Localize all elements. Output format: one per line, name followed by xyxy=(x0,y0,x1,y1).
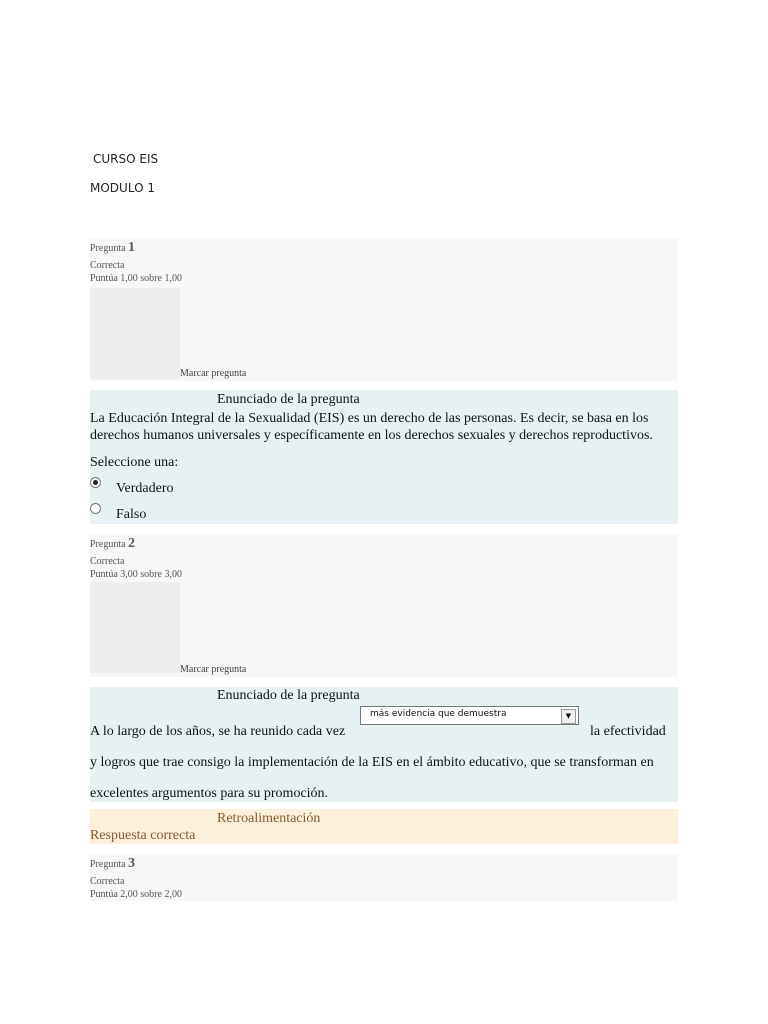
chevron-down-icon[interactable]: ▼ xyxy=(561,709,576,724)
feedback-heading: Retroalimentación xyxy=(217,811,321,826)
question-3-info xyxy=(90,854,678,901)
flag-question-2[interactable]: Marcar pregunta xyxy=(180,664,247,675)
question-2-info xyxy=(90,534,678,677)
question-1-score: Puntúa 1,00 sobre 1,00 xyxy=(90,273,182,284)
radio-falso[interactable] xyxy=(90,503,101,514)
question-3-score: Puntúa 2,00 sobre 2,00 xyxy=(90,889,182,900)
option-falso-label: Falso xyxy=(116,507,147,522)
question-2-line-1 xyxy=(90,723,678,740)
question-2-line-3: excelentes argumentos para su promoción. xyxy=(90,786,329,801)
question-1-content xyxy=(90,390,678,524)
question-2-line-2: y logros que trae consigo la implementación de la EIS en el ámbito educativo, que se transforman en xyxy=(90,755,654,770)
question-2-number xyxy=(90,537,135,551)
course-title: CURSO EIS xyxy=(93,152,159,166)
question-label: Pregunta xyxy=(90,539,126,550)
question-1-text: La Educación Integral de la Sexualidad (EIS) es un derecho de las personas. Es decir, se basa en los derechos humanos universales y específicamente en los derechos sexuales y derechos reproductivos. xyxy=(90,411,653,443)
flag-question-1[interactable]: Marcar pregunta xyxy=(180,368,247,379)
question-1-prompt: Seleccione una: xyxy=(90,455,179,470)
question-label: Pregunta xyxy=(90,859,126,870)
option-falso[interactable] xyxy=(90,502,147,522)
module-title: MODULO 1 xyxy=(90,181,155,195)
option-verdadero-label: Verdadero xyxy=(116,481,174,496)
question-number: 1 xyxy=(128,240,136,255)
question-2-heading: Enunciado de la pregunta xyxy=(217,688,360,703)
option-verdadero[interactable] xyxy=(90,476,174,496)
question-number: 2 xyxy=(128,536,136,551)
question-1-number xyxy=(90,241,135,255)
feedback-panel xyxy=(90,809,678,844)
question-1-heading: Enunciado de la pregunta xyxy=(217,392,360,407)
question-1-info xyxy=(90,238,678,381)
flag-box xyxy=(90,582,180,673)
answer-select-value: más evidencia que demuestra xyxy=(370,709,507,719)
question-number: 3 xyxy=(128,856,136,871)
question-3-number xyxy=(90,857,135,871)
feedback-text: Respuesta correcta xyxy=(90,828,196,843)
question-2-text-after: la efectividad xyxy=(590,724,666,739)
flag-box xyxy=(90,288,180,379)
question-2-text-before: A lo largo de los años, se ha reunido cada vez xyxy=(90,724,346,739)
question-2-content xyxy=(90,687,678,802)
question-2-score: Puntúa 3,00 sobre 3,00 xyxy=(90,569,182,580)
question-label: Pregunta xyxy=(90,243,126,254)
radio-verdadero[interactable] xyxy=(90,477,101,488)
question-3-state: Correcta xyxy=(90,876,125,887)
question-2-state: Correcta xyxy=(90,556,125,567)
question-1-state: Correcta xyxy=(90,260,125,271)
